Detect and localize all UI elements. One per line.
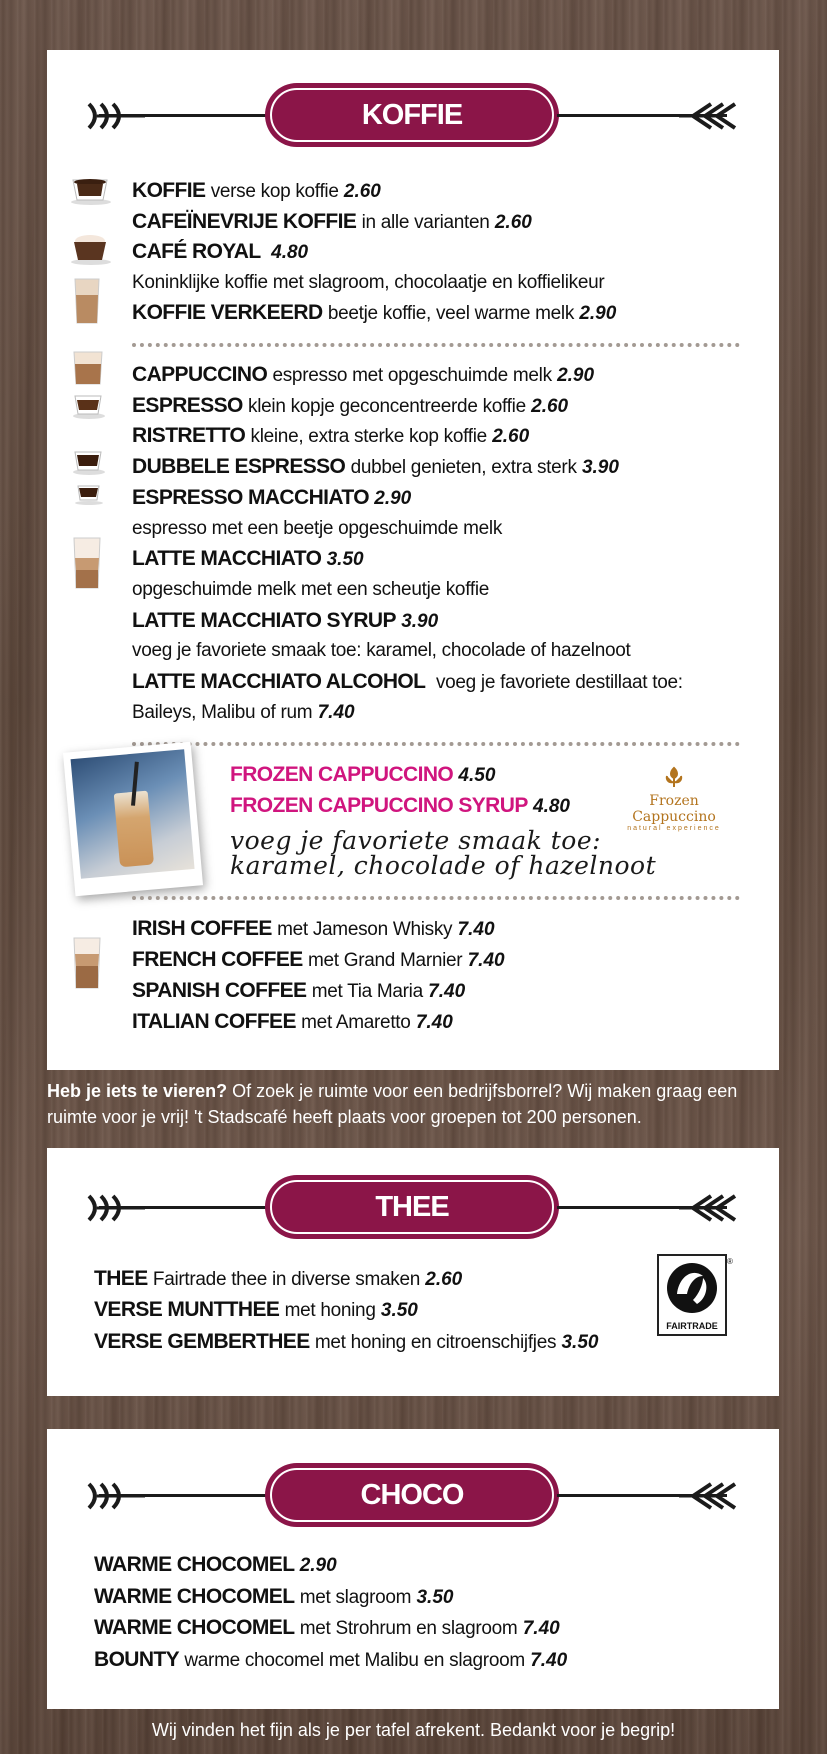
item-name: ESPRESSO MACCHIATO <box>132 486 369 509</box>
item-name: FROZEN CAPPUCCINO <box>230 763 454 786</box>
frozen-cappuccino-photo <box>63 742 203 897</box>
item-name: DUBBELE ESPRESSO <box>132 455 346 478</box>
item-price: 7.40 <box>415 1012 453 1033</box>
double-espresso-icon <box>69 448 109 476</box>
item-desc: met honing <box>284 1300 376 1321</box>
item-desc: dubbel genieten, extra sterk <box>350 457 577 478</box>
menu-item <box>132 668 683 697</box>
item-name: WARME CHOCOMEL <box>94 1616 295 1639</box>
item-name: IRISH COFFEE <box>132 917 272 940</box>
thee-title-badge <box>265 1175 559 1239</box>
item-name: VERSE MUNTTHEE <box>94 1298 280 1321</box>
menu-item <box>132 177 381 206</box>
macchiato-cup-icon <box>69 482 109 506</box>
coffee-cup-icon <box>69 174 113 206</box>
item-price: 4.50 <box>458 765 496 786</box>
item-name: WARME CHOCOMEL <box>94 1553 295 1576</box>
item-price: 2.60 <box>531 396 569 417</box>
item-price: 3.50 <box>416 1587 454 1608</box>
item-name: BOUNTY <box>94 1648 180 1671</box>
menu-item <box>94 1583 453 1612</box>
menu-item <box>132 453 619 482</box>
menu-item <box>132 484 411 513</box>
item-desc: Baileys, Malibu of rum <box>132 702 313 723</box>
item-price: 3.50 <box>326 549 364 570</box>
info-body: Of zoek je ruimte voor een bedrijfsborrel? Wij maken graag een ruimte voor je vrij! 't Stadscafé heeft plaats voor groepen tot 200 personen. <box>47 1081 738 1127</box>
item-name: WARME CHOCOMEL <box>94 1585 295 1608</box>
item-price: 2.90 <box>579 303 617 324</box>
item-desc: met honing en citroenschijfjes <box>314 1332 557 1353</box>
menu-item <box>94 1328 598 1357</box>
item-price: 4.80 <box>271 242 309 263</box>
irish-coffee-glass-icon <box>69 936 109 992</box>
item-desc: opgeschuimde melk met een scheutje koffie <box>132 579 490 600</box>
item-price: 3.90 <box>581 457 619 478</box>
item-desc: met Strohrum en slagroom <box>299 1618 518 1639</box>
coffee-bean-icon <box>662 766 686 788</box>
cappuccino-icon <box>69 350 109 386</box>
item-price: 7.40 <box>522 1618 560 1639</box>
thee-banner <box>47 1172 779 1244</box>
item-name: LATTE MACCHIATO <box>132 547 322 570</box>
item-name: ESPRESSO <box>132 394 243 417</box>
item-name: LATTE MACCHIATO ALCOHOL <box>132 670 426 693</box>
thee-title: THEE <box>375 1191 449 1223</box>
group-info-text <box>47 1078 787 1130</box>
fairtrade-icon <box>657 1254 733 1340</box>
item-price: 7.40 <box>467 950 505 971</box>
item-desc: verse kop koffie <box>210 181 339 202</box>
choco-title: CHOCO <box>360 1479 464 1511</box>
menu-item <box>132 977 465 1006</box>
item-name: SPANISH COFFEE <box>132 979 307 1002</box>
item-price: 2.90 <box>374 488 412 509</box>
espresso-cup-icon <box>69 392 109 420</box>
menu-item <box>132 392 568 421</box>
fairtrade-logo <box>657 1254 733 1340</box>
item-name: THEE <box>94 1267 148 1290</box>
item-desc: met Jameson Whisky <box>277 919 453 940</box>
menu-item <box>132 299 616 328</box>
frozen-script-line: voeg je favoriete smaak toe: <box>230 826 602 855</box>
item-price: 3.90 <box>401 611 439 632</box>
item-price: 7.40 <box>428 981 466 1002</box>
frozen-script-line: karamel, chocolade of hazelnoot <box>230 851 657 880</box>
item-name: LATTE MACCHIATO SYRUP <box>132 609 396 632</box>
arrow-head-icon <box>677 1476 737 1516</box>
cafe-royal-cup-icon <box>69 232 113 266</box>
item-price: 2.60 <box>425 1269 463 1290</box>
frozen-item <box>230 792 570 821</box>
item-name: KOFFIE VERKEERD <box>132 301 323 324</box>
item-name: ITALIAN COFFEE <box>132 1010 296 1033</box>
info-bold: Heb je iets te vieren? <box>47 1081 228 1101</box>
menu-item <box>132 946 505 975</box>
item-desc: Koninklijke koffie met slagroom, chocolaatje en koffielikeur <box>132 272 605 293</box>
item-name: CAPPUCCINO <box>132 363 268 386</box>
item-price: 2.90 <box>557 365 595 386</box>
fairtrade-label: FAIRTRADE <box>666 1321 718 1331</box>
item-price: 2.60 <box>492 426 530 447</box>
logo-title: Frozen Cappuccino <box>632 793 716 825</box>
item-desc: voeg je favoriete smaak toe: karamel, chocolade of hazelnoot <box>132 640 631 661</box>
item-price: 3.50 <box>561 1332 599 1353</box>
menu-item <box>132 607 438 636</box>
koffie-panel <box>47 50 779 1070</box>
choco-banner <box>47 1460 779 1532</box>
koffie-title: KOFFIE <box>361 99 463 131</box>
item-name: FROZEN CAPPUCCINO SYRUP <box>230 794 528 817</box>
menu-item <box>132 699 355 727</box>
dotted-divider <box>132 343 740 347</box>
item-name: RISTRETTO <box>132 424 246 447</box>
item-desc: met Tia Maria <box>311 981 423 1002</box>
item-price: 2.90 <box>299 1555 337 1576</box>
item-name: CAFÉ ROYAL <box>132 240 261 263</box>
item-name: FRENCH COFFEE <box>132 948 303 971</box>
menu-item <box>94 1265 462 1294</box>
menu-item <box>132 238 308 267</box>
item-desc: warme chocomel met Malibu en slagroom <box>184 1650 525 1671</box>
menu-item <box>132 1008 453 1037</box>
item-price: 4.80 <box>533 796 570 817</box>
footer-note: Wij vinden het fijn als je per tafel afrekent. Bedankt voor je begrip! <box>151 1720 676 1740</box>
koffie-title-badge <box>265 83 559 147</box>
item-name: CAFEÏNEVRIJE KOFFIE <box>132 210 357 233</box>
dotted-divider <box>132 742 740 746</box>
latte-glass-icon <box>69 536 109 592</box>
item-desc: beetje koffie, veel warme melk <box>327 303 575 324</box>
menu-item <box>94 1296 418 1325</box>
menu-item <box>132 361 594 390</box>
menu-item <box>132 422 529 451</box>
logo-subtitle: natural experience <box>627 825 721 832</box>
frozen-cappuccino-logo <box>609 766 739 832</box>
item-desc: met Amaretto <box>301 1012 411 1033</box>
thee-panel <box>47 1148 779 1396</box>
choco-title-badge <box>265 1463 559 1527</box>
menu-item <box>94 1551 337 1580</box>
item-desc: kleine, extra sterke kop koffie <box>250 426 487 447</box>
choco-panel <box>47 1429 779 1709</box>
item-name: VERSE GEMBERTHEE <box>94 1330 310 1353</box>
frozen-photo-image <box>71 749 195 878</box>
item-desc: met slagroom <box>299 1587 412 1608</box>
menu-item <box>132 915 495 944</box>
item-desc: voeg je favoriete destillaat toe: <box>435 672 683 693</box>
item-desc: met Grand Marnier <box>307 950 463 971</box>
registered-mark: ® <box>727 1257 733 1266</box>
koffie-banner <box>47 80 779 152</box>
item-price: 7.40 <box>317 702 355 723</box>
item-price: 7.40 <box>530 1650 568 1671</box>
menu-item <box>132 545 364 574</box>
item-desc: Fairtrade thee in diverse smaken <box>152 1269 420 1290</box>
item-desc: espresso met een beetje opgeschuimde melk <box>132 518 503 539</box>
menu-item <box>94 1646 567 1675</box>
frozen-item <box>230 761 495 790</box>
item-desc: in alle varianten <box>361 212 490 233</box>
item-desc: klein kopje geconcentreerde koffie <box>248 396 526 417</box>
menu-item <box>94 1614 560 1643</box>
arrow-head-icon <box>677 96 737 136</box>
arrow-head-icon <box>677 1188 737 1228</box>
item-price: 3.50 <box>380 1300 418 1321</box>
glass-coffee-icon <box>69 277 109 327</box>
item-price: 2.60 <box>343 181 381 202</box>
dotted-divider <box>132 896 740 900</box>
item-price: 2.60 <box>494 212 532 233</box>
item-desc: espresso met opgeschuimde melk <box>272 365 552 386</box>
menu-item <box>132 208 532 237</box>
item-price: 7.40 <box>457 919 495 940</box>
item-name: KOFFIE <box>132 179 206 202</box>
